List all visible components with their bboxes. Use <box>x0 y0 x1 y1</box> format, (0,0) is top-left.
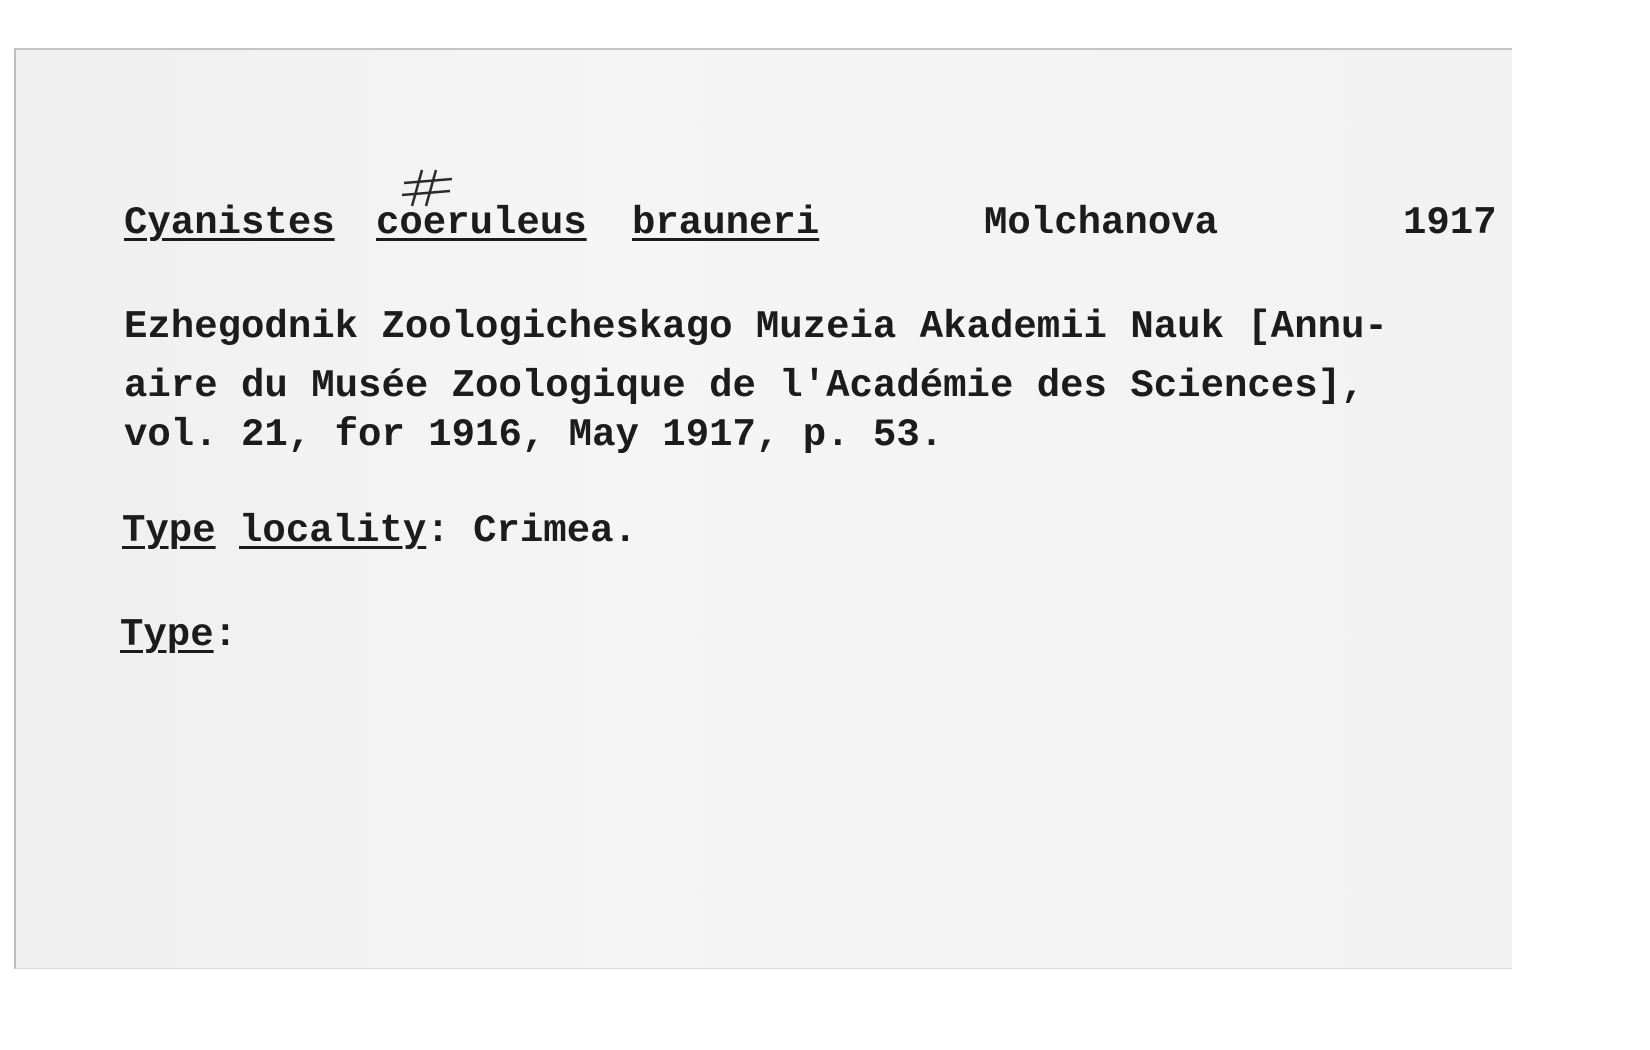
type-locality-label-word1: Type <box>122 509 216 553</box>
reference-line-1: Ezhegodnik Zoologicheskago Muzeia Akademii Nauk [Annu- <box>124 305 1388 349</box>
type-row <box>120 610 237 660</box>
type-locality-separator: : <box>426 509 450 553</box>
type-locality-value: Crimea. <box>449 509 637 553</box>
index-card <box>14 48 1512 969</box>
type-separator: : <box>213 613 238 657</box>
type-locality-label-word2: locality <box>239 509 427 553</box>
type-label: Type <box>120 613 214 657</box>
taxon-subspecies: brauneri <box>632 201 820 245</box>
taxon-author: Molchanova <box>984 201 1219 245</box>
taxon-genus: Cyanistes <box>124 201 335 245</box>
reference-line-2: aire du Musée Zoologique de l'Académie des Sciences], <box>124 364 1365 408</box>
reference-line-3: vol. 21, for 1916, May 1917, p. 53. <box>124 413 944 457</box>
taxon-species: coeruleus <box>376 201 587 245</box>
taxon-year: 1917 <box>1403 201 1497 245</box>
type-locality-row <box>122 506 637 556</box>
